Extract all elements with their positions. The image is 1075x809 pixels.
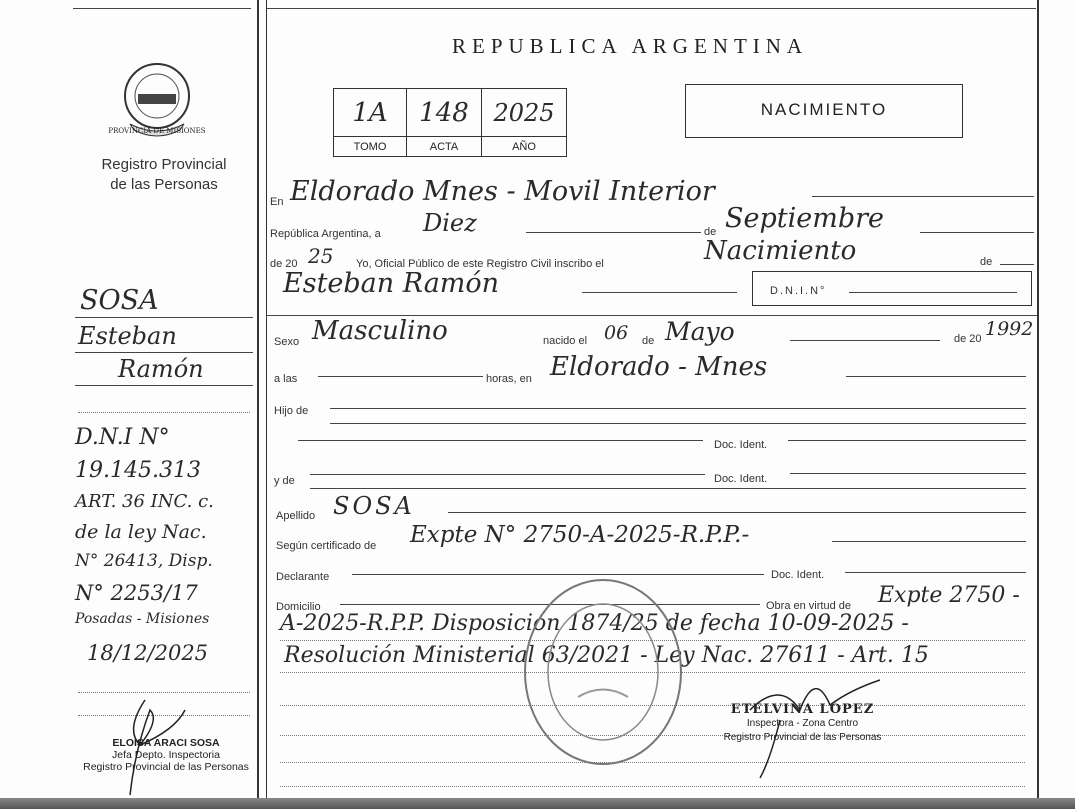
- signer-title: Jefa Depto. Inspectoria: [112, 749, 220, 761]
- apellido-label: Apellido: [276, 510, 316, 522]
- border-right: [1037, 0, 1039, 800]
- top-rule-left: [73, 8, 251, 9]
- registry-name: [78, 155, 250, 195]
- divider-left: [257, 0, 259, 800]
- seal-text: PROVINCIA DE MISIONES: [108, 127, 206, 135]
- hijo-rule-2: [330, 423, 1026, 424]
- anio-label: AÑO: [482, 137, 567, 157]
- declarante-label: Declarante: [276, 571, 330, 583]
- signer-name: ELOISA ARACI SOSA: [112, 737, 220, 749]
- anio-value: 2025: [482, 89, 567, 137]
- sexo-value: Masculino: [312, 316, 448, 346]
- month-rule: [920, 232, 1034, 233]
- divider-inner: [266, 0, 267, 800]
- country-title: REPUBLICA ARGENTINA: [452, 34, 809, 58]
- obra-value: Expte 2750 -: [878, 583, 1020, 608]
- tomo-label: TOMO: [334, 137, 407, 157]
- month-value: Septiembre: [725, 203, 884, 234]
- continuation-line-1: A-2025-R.P.P. Disposición 1874/25 de fecha 10-09-2025 -: [280, 611, 909, 636]
- left-notes: [75, 425, 260, 671]
- sexo-label: Sexo: [274, 336, 300, 348]
- birth-month: Mayo: [665, 317, 735, 346]
- apellido-rule: [448, 512, 1026, 513]
- top-rule-right: [266, 8, 1036, 9]
- doc2-rule: [790, 473, 1026, 474]
- year-label: de 20: [954, 333, 982, 345]
- left-rule-1: [75, 317, 253, 318]
- en-rule: [812, 196, 1034, 197]
- parent1-rule: [298, 440, 703, 441]
- segun-rule: [832, 541, 1026, 542]
- registry-line2: de las Personas: [110, 176, 218, 193]
- mother-rule-2: [310, 488, 1026, 489]
- doc-ident-3: Doc. Ident.: [771, 569, 825, 581]
- inscribe-rule: [1000, 264, 1034, 265]
- doc3-rule: [845, 572, 1026, 573]
- note-line-4: N° 26413, Disp.: [75, 551, 213, 571]
- dni-label: D.N.I.N°: [770, 285, 827, 297]
- name-rule: [582, 292, 737, 293]
- acta-label: ACTA: [407, 137, 482, 157]
- domicilio-label: Domicilio: [276, 601, 321, 613]
- de-label: de: [704, 226, 717, 238]
- note-line-3: de la ley Nac.: [75, 521, 207, 543]
- birth-year: 1992: [985, 318, 1034, 340]
- record-type: NACIMIENTO: [760, 100, 888, 119]
- obra-label: Obra en virtud de: [766, 600, 851, 612]
- dni-box: [752, 271, 1032, 306]
- alas-rule: [318, 376, 483, 377]
- provincial-seal-icon: [108, 58, 206, 138]
- given2-left: Ramón: [118, 355, 204, 383]
- nacido-label: nacido el: [543, 335, 588, 347]
- apellido-value: SOSA: [333, 492, 415, 520]
- en-label: En: [270, 196, 284, 208]
- note-line-2: ART. 36 INC. c.: [75, 491, 214, 512]
- record-number-box: [333, 88, 567, 157]
- dotted-line-6: [280, 786, 1025, 787]
- name-value: Esteban Ramón: [283, 268, 500, 299]
- note-line-6: Posadas - Misiones: [75, 611, 210, 627]
- doc-ident-2: Doc. Ident.: [714, 473, 768, 485]
- birth-place: Eldorado - Mnes: [550, 352, 768, 382]
- doc-ident-1: Doc. Ident.: [714, 439, 768, 451]
- official-text: Yo, Oficial Público de este Registro Civil inscribo el: [356, 258, 604, 270]
- en-value: Eldorado Mnes - Movil Interior: [290, 176, 715, 207]
- year-prefix: de 20: [270, 258, 298, 270]
- dni-rule: [849, 292, 1017, 293]
- horas-label: horas, en: [486, 373, 532, 385]
- segun-value: Expte N° 2750-A-2025-R.P.P.-: [410, 522, 750, 548]
- note-line-0: D.N.I N°: [75, 425, 170, 450]
- month-birth-rule: [790, 340, 940, 341]
- day-rule: [526, 232, 701, 233]
- given1-left: Esteban: [78, 322, 177, 350]
- stamp-org: Registro Provincial de las Personas: [723, 732, 882, 743]
- record-type-box: [685, 84, 963, 138]
- day-value: Diez: [423, 209, 477, 237]
- official-round-stamp-icon: [518, 572, 688, 772]
- note-line-5: N° 2253/17: [75, 581, 198, 605]
- tomo-value: 1A: [334, 89, 407, 137]
- right-stamp: [705, 703, 900, 745]
- de-label-2: de: [980, 256, 993, 268]
- y-de-label: y de: [274, 475, 295, 487]
- note-line-7: 18/12/2025: [87, 641, 209, 665]
- parent2-rule: [310, 474, 705, 475]
- surname-left: SOSA: [80, 285, 159, 316]
- inscribe-value: Nacimiento: [704, 236, 857, 266]
- year-suffix: 25: [308, 244, 334, 268]
- hijo-label: Hijo de: [274, 405, 309, 417]
- place-rule: [846, 376, 1026, 377]
- left-dots-1: [78, 412, 250, 413]
- de-label-3: de: [642, 335, 655, 347]
- note-line-1: 19.145.313: [75, 458, 201, 483]
- alas-label: a las: [274, 373, 298, 385]
- left-rule-3: [75, 385, 253, 386]
- acta-value: 148: [407, 89, 482, 137]
- registry-line1: Registro Provincial: [101, 156, 227, 173]
- left-rule-2: [75, 352, 253, 353]
- signer-org: Registro Provincial de las Personas: [83, 761, 249, 773]
- continuation-line-2: Resolución Ministerial 63/2021 - Ley Nac. 27611 - Art. 15: [284, 643, 929, 668]
- stamp-title: Inspectora - Zona Centro: [746, 718, 859, 729]
- segun-label: Según certificado de: [276, 540, 377, 552]
- birth-day: 06: [604, 322, 629, 344]
- left-signer: [66, 737, 266, 773]
- hijo-rule-1: [330, 408, 1026, 409]
- stamp-name: ETELVINA LÓPEZ: [730, 702, 875, 717]
- doc1-rule: [788, 440, 1026, 441]
- republica-label: República Argentina, a: [270, 228, 381, 240]
